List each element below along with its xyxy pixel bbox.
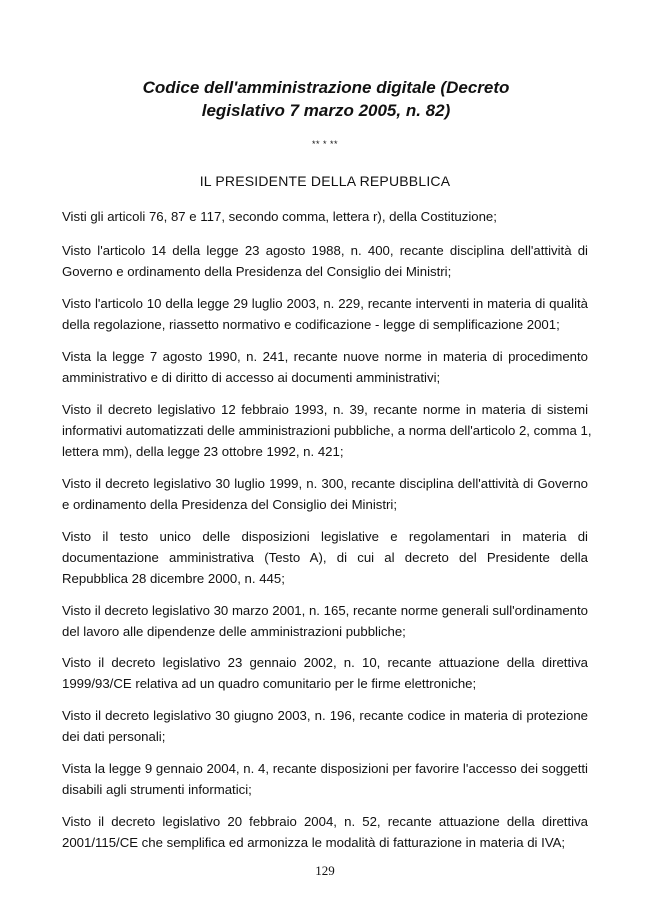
paragraph-line: Visto il testo unico delle disposizioni legislative e regolamentari in materia di (62, 529, 588, 544)
paragraph-line: lettera mm), della legge 23 ottobre 1992, n. 421; (62, 444, 344, 459)
paragraph-12 (62, 811, 588, 853)
paragraph-1 (62, 206, 588, 227)
paragraph-9 (62, 652, 588, 694)
paragraph-line: disabili agli strumenti informatici; (62, 782, 252, 797)
paragraph-line: del lavoro alle dipendenze delle amministrazioni pubbliche; (62, 624, 406, 639)
paragraph-line: dei dati personali; (62, 729, 166, 744)
paragraph-line: Visti gli articoli 76, 87 e 117, secondo comma, lettera r), della Costituzione; (62, 209, 497, 224)
paragraph-line: Visto il decreto legislativo 30 giugno 2003, n. 196, recante codice in materia di protezione (62, 708, 588, 723)
paragraph-11 (62, 758, 588, 800)
paragraph-line: 1999/93/CE relativa ad un quadro comunitario per le firme elettroniche; (62, 676, 477, 691)
page-number: 129 (315, 863, 335, 878)
paragraph-line: Governo e ordinamento della Presidenza del Consiglio dei Ministri; (62, 264, 452, 279)
title-line: Codice dell'amministrazione digitale (Decreto (142, 78, 510, 97)
paragraph-line: Visto il decreto legislativo 30 luglio 1999, n. 300, recante disciplina dell'attività di Governo (62, 476, 588, 491)
paragraph-line: Visto il decreto legislativo 23 gennaio 2002, n. 10, recante attuazione della direttiva (62, 655, 588, 670)
paragraph-line: Visto l'articolo 10 della legge 29 luglio 2003, n. 229, recante interventi in materia di qualità (62, 296, 588, 311)
paragraph-line: Visto l'articolo 14 della legge 23 agosto 1988, n. 400, recante disciplina dell'attività di (62, 243, 588, 258)
paragraph-5 (62, 399, 592, 462)
paragraph-2 (62, 240, 588, 282)
paragraph-line: e ordinamento della Presidenza del Consiglio dei Ministri; (62, 497, 397, 512)
paragraph-line: Repubblica 28 dicembre 2000, n. 445; (62, 571, 285, 586)
paragraph-line: Vista la legge 7 agosto 1990, n. 241, recante nuove norme in materia di procedimento (62, 349, 588, 364)
title-line: legislativo 7 marzo 2005, n. 82) (201, 101, 451, 120)
paragraph-line: documentazione amministrativa (Testo A), di cui al decreto del Presidente della (62, 550, 588, 565)
paragraph-line: Visto il decreto legislativo 12 febbraio 1993, n. 39, recante norme in materia di sistemi (62, 402, 588, 417)
section-heading: IL PRESIDENTE DELLA REPUBBLICA (199, 173, 451, 189)
paragraph-8 (62, 600, 588, 642)
paragraph-line: della regolazione, riassetto normativo e codificazione - legge di semplificazione 2001; (62, 317, 560, 332)
paragraph-line: Vista la legge 9 gennaio 2004, n. 4, recante disposizioni per favorire l'accesso dei soggetti (62, 761, 588, 776)
paragraph-4 (62, 346, 588, 388)
paragraph-line: informativi automatizzati delle amministrazioni pubbliche, a norma dell'articolo 2, comma 1, (62, 423, 592, 438)
paragraph-line: Visto il decreto legislativo 20 febbraio 2004, n. 52, recante attuazione della direttiva (62, 814, 588, 829)
paragraph-3 (62, 293, 588, 335)
paragraph-10 (62, 705, 588, 747)
paragraph-line: 2001/115/CE che semplifica ed armonizza le modalità di fatturazione in materia di IVA; (62, 835, 566, 850)
separator: ** * ** (311, 139, 338, 149)
paragraph-line: amministrativo e di diritto di accesso ai documenti amministrativi; (62, 370, 441, 385)
paragraph-6 (62, 473, 588, 515)
document-title (100, 76, 552, 122)
paragraph-7 (62, 526, 588, 589)
paragraph-line: Visto il decreto legislativo 30 marzo 2001, n. 165, recante norme generali sull'ordinamento (62, 603, 588, 618)
